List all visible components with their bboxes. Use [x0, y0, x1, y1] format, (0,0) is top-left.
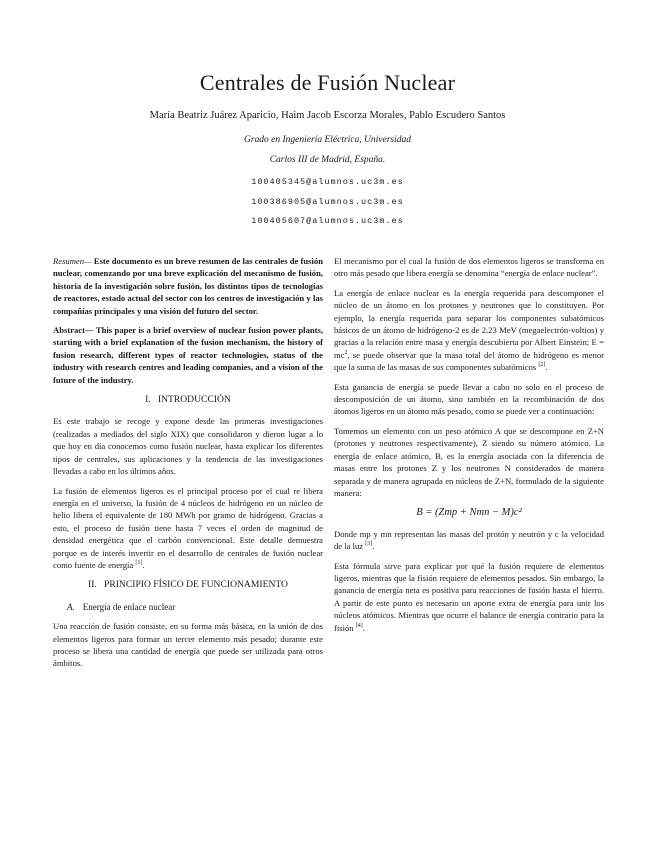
section-title: PRINCIPIO FÍSICO DE FUNCIONAMIENTO [104, 579, 288, 591]
section-heading-introduccion [53, 394, 323, 406]
right-paragraph-2-a: La energía de enlace nuclear es la energía requerida para descomponer el núcleo de un átomo en los protones y neutrones que lo constituyen. Por ejemplo, la energía requerida para separar los componentes subatómicos básicos de un átomo de hidrógeno-2 es de 2.23 MeV (megaelectrón-voltios) y gracias a la relación entre masa y energía descubierta por Albert Einstein; E = mc [334, 287, 604, 360]
binding-energy-equation: B = (Zmp + Nmn − M)c² [416, 507, 522, 519]
sentence-end: . [372, 541, 375, 552]
abstract-label: Abstract— [53, 325, 94, 336]
subsection-a-paragraph-1: Una reacción de fusión consiste, en su forma más básica, en la unión de dos elementos ligeros para formar un tercer elemento más pesado; durante este proceso se libera una cantidad de energía que puede ser utilizada para otros ámbitos. [53, 621, 323, 669]
affiliation-line-1: Grado en Ingeniería Eléctrica, Universidad [243, 135, 411, 145]
paper-title: Centrales de Fusión Nuclear [199, 70, 456, 95]
right-paragraph-1: El mecanismo por el cual la fusión de dos elementos ligeros se transforma en otro más pesado que libera energía se denomina “energía de enlace nuclear”. [334, 256, 604, 279]
intro-paragraph-1: Es este trabajo se recoge y expone desde las primeras investigaciones (realizadas a mediados del siglo XIX) que consolidaron y dieron lugar a lo que hoy en día conocemos como fusión nuclear, hasta explicar los diferentes tipos de centrales, sus aplicaciones y la tendencia de las investigaciones llevadas a cabo en los últimos años. [53, 416, 323, 477]
right-paragraph-3: Esta ganancia de energía se puede llevar a cabo no solo en el proceso de descomposición de un átomo, sino también en la recombinación de dos átomos ligeros en un átomo más pesado, como se puede ver a continuación: [334, 381, 604, 417]
right-column [334, 255, 604, 641]
sentence-end: . [142, 559, 145, 570]
affiliation-line-2: Carlos III de Madrid, España. [269, 155, 386, 165]
superscript: 2 [344, 349, 348, 356]
right-paragraph-2-b: , se puede observar que la masa total del átomo de hidrógeno es menor que la suma de las masas de sus componentes subatómicos [334, 349, 604, 373]
author-email-2[interactable]: 100386905@alumnos.uc3m.es [251, 197, 404, 207]
resumen-text: Este documento es un breve resumen de las centrales de fusión nuclear, comenzando por una breve explicación del mecanismo de fusión, historia de la investigación sobre fusión, los distintos tipos de tecnologías de reactores, estado actual del sector con los centros de investigación y las compañías principales y una visión del futuro del sector. [53, 256, 323, 316]
intro-paragraph-2-text: La fusión de elementos ligeros es el principal proceso por el cual re libera energía en el universo, la fusión de 4 núcleos de hidrógeno en un núcleo de helio libera el equivalente de 180 MWh por gramo de hidrógeno. Gracias a esto, el proceso de fusión tiene hasta 7 veces el orden de magnitud de densidad energética que el carbón convencional. Este detalle demuestra porque es de interés invertir en el desarrollo de centrales de fusión nuclear como fuente de energía [53, 485, 323, 570]
right-paragraph-5-text: Donde mp y mn representan las masas del protón y neutrón y c la velocidad de la luz [334, 528, 604, 552]
right-paragraph-5 [334, 528, 604, 553]
citation-ref[interactable]: [2] [538, 362, 546, 369]
subsection-letter: A. [67, 601, 75, 612]
resumen-label: Resumen— [53, 256, 92, 266]
citation-ref[interactable]: [3] [365, 541, 373, 548]
left-column [53, 255, 323, 677]
section-title: INTRODUCCIÓN [157, 394, 231, 406]
abstract-paragraph [53, 324, 323, 386]
right-paragraph-4: Tomemos un elemento con un peso atómico A que se descompone en Z+N (protones y neutrones respectivamente), Z siendo su número atómico. La energía de enlace atómico, B, es la energía asociada con la diferencia de masas entre los protones Z y los neutrones N considerados de manera separada y de manera agrupada en núcleos de Z+N, formulado de la siguiente manera: [334, 425, 604, 498]
abstract-text: This paper is a brief overview of nuclear fusion power plants, starting with a brief explanation of the fusion mechanism, the history of fusion research, different types of reactor technologies, status of the industry with research centres and leading companies, and a vision of the future of the industry. [53, 325, 323, 385]
section-number: I. [145, 394, 151, 406]
citation-ref[interactable]: [4] [355, 622, 363, 629]
sentence-end: . [545, 362, 548, 373]
author-email-1[interactable]: 100405345@alumnos.uc3m.es [251, 177, 404, 187]
intro-paragraph-2 [53, 485, 323, 572]
section-number: II. [88, 579, 97, 591]
sentence-end: . [362, 622, 365, 633]
author-list: María Beatriz Juárez Aparicio, Haim Jacob Escorza Morales, Pablo Escudero Santos [149, 110, 506, 121]
right-paragraph-6 [334, 560, 604, 634]
subsection-heading-energia-enlace [67, 601, 323, 613]
right-paragraph-6-text: Esta fórmula sirve para explicar por qué la fusión requiere de elementos ligeros, mientras que la fisión requiere de elementos pesados. Sin embargo, la ganancia de energía neta es positiva para reacciones de fusión hasta el hierro. A partir de este punto es necesario un aporte extra de energía para unir los núcleos atómicos. Mientras que ocurre el balance de energía contrario para la fisión [334, 560, 604, 633]
resumen-paragraph [53, 255, 323, 317]
subsection-title: Energía de enlace nuclear [82, 601, 176, 612]
right-paragraph-2 [334, 287, 604, 374]
author-email-3[interactable]: 100405607@alumnos.uc3m.es [251, 216, 404, 226]
citation-ref[interactable]: [1] [135, 560, 143, 567]
section-heading-principio [53, 579, 323, 591]
